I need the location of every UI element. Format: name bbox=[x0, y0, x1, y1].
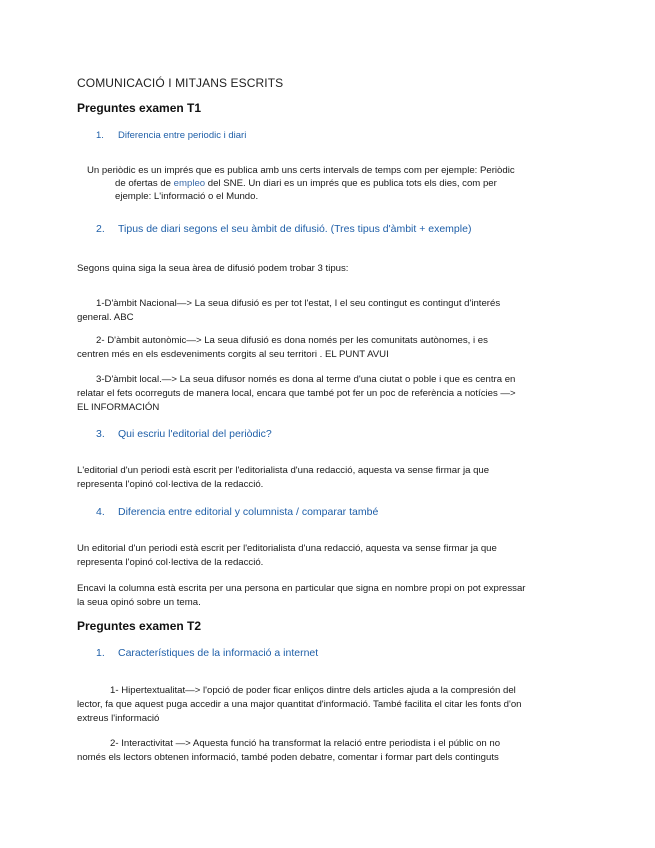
section-heading-t2: Preguntes examen T2 bbox=[77, 619, 202, 633]
answer-4-line-4: la seua opinó sobre un tema. bbox=[77, 597, 201, 608]
answer-2-item-2-line-2: centren més en els esdeveniments corgits al seu territori . EL PUNT AVUI bbox=[77, 349, 389, 360]
answer-4-line-1: Un editorial d'un periodi està escrit per l'editorialista d'una redacció, aquesta va sense firmar ja que bbox=[77, 543, 497, 554]
question-number: 1. bbox=[96, 130, 104, 141]
answer-1-line-3: ejemple: L'informació o el Mundo. bbox=[115, 191, 259, 202]
answer-3-line-1: L'editorial d'un periodi està escrit per l'editorialista d'una redacció, aquesta va sense firmar ja que bbox=[77, 465, 490, 476]
t2-item-1-line-2: lector, fa que aquest puga accedir a una major quantitat d'informació. També facilita el citar les fonts d'on bbox=[77, 699, 522, 710]
question-2-t1 bbox=[96, 222, 471, 236]
section-heading-t1: Preguntes examen T1 bbox=[77, 101, 202, 115]
answer-4-line-3: Encavi la columna està escrita per una persona en particular que signa en nombre propi on pot expressar bbox=[77, 583, 526, 594]
answer-text: del SNE. Un diari es un imprés que es publica tots els dies, com per bbox=[205, 178, 497, 189]
question-number: 3. bbox=[96, 428, 105, 440]
question-text: Característiques de la informació a internet bbox=[118, 647, 319, 659]
t2-item-1-line-1: 1- Hipertextualitat—> l'opció de poder ficar enliços dintre dels articles ajuda a la compresión del bbox=[110, 685, 516, 696]
question-3-t1 bbox=[96, 427, 272, 441]
question-number: 2. bbox=[96, 223, 105, 235]
question-text: Qui escriu l'editorial del periòdic? bbox=[118, 428, 272, 440]
answer-2-intro: Segons quina siga la seua àrea de difusió podem trobar 3 tipus: bbox=[77, 263, 349, 274]
empleo-link[interactable]: empleo bbox=[173, 178, 206, 189]
answer-2-item-3-line-1: 3-D'àmbit local.—> La seua difusor només es dona al terme d'una ciutat o poble i que es centra en bbox=[96, 374, 516, 385]
answer-4-line-2: representa l'opinó col·lectiva de la redacció. bbox=[77, 557, 264, 568]
t2-item-2-line-1: 2- Interactivitat —> Aquesta funció ha transformat la relació entre periodista i el públic on no bbox=[110, 738, 501, 749]
question-4-t1 bbox=[96, 505, 378, 519]
question-1-t2 bbox=[96, 646, 318, 660]
question-text: Tipus de diari segons el seu àmbit de difusió. (Tres tipus d'àmbit + exemple) bbox=[118, 223, 472, 235]
answer-2-item-3-line-2: relatar el fets ocorreguts de manera local, encara que també pot fer un poc de referència a notícies —> bbox=[77, 388, 516, 399]
question-text: Diferencia entre periodic i diari bbox=[118, 130, 247, 141]
document-title: COMUNICACIÓ I MITJANS ESCRITS bbox=[77, 76, 284, 90]
answer-1-line-1: Un periòdic es un imprés que es publica amb uns certs intervals de temps com per ejemple: Periòdic bbox=[87, 165, 515, 176]
t2-item-2-line-2: només els lectors obtenen informació, també poden debatre, comentar i formar part dels continguts bbox=[77, 752, 499, 763]
answer-2-item-2-line-1: 2- D'àmbit autonòmic—> La seua difusió es dona només per les comunitats autònomes, i es bbox=[96, 335, 488, 346]
question-1-t1 bbox=[96, 129, 246, 143]
answer-text: de ofertas de bbox=[115, 178, 174, 189]
answer-2-item-1-line-1: 1-D'àmbit Nacional—> La seua difusió es per tot l'estat, I el seu contingut es contingut d'interés bbox=[96, 298, 501, 309]
answer-2-item-3-line-3: EL INFORMACIÓN bbox=[77, 402, 160, 413]
question-text: Diferencia entre editorial y columnista / comparar també bbox=[118, 506, 379, 518]
answer-2-item-1-line-2: general. ABC bbox=[77, 312, 134, 323]
question-number: 1. bbox=[96, 647, 105, 659]
question-number: 4. bbox=[96, 506, 105, 518]
answer-1-line-2 bbox=[115, 177, 497, 191]
answer-3-line-2: representa l'opinó col·lectiva de la redacció. bbox=[77, 479, 264, 490]
t2-item-1-line-3: extreus l'informació bbox=[77, 713, 160, 724]
